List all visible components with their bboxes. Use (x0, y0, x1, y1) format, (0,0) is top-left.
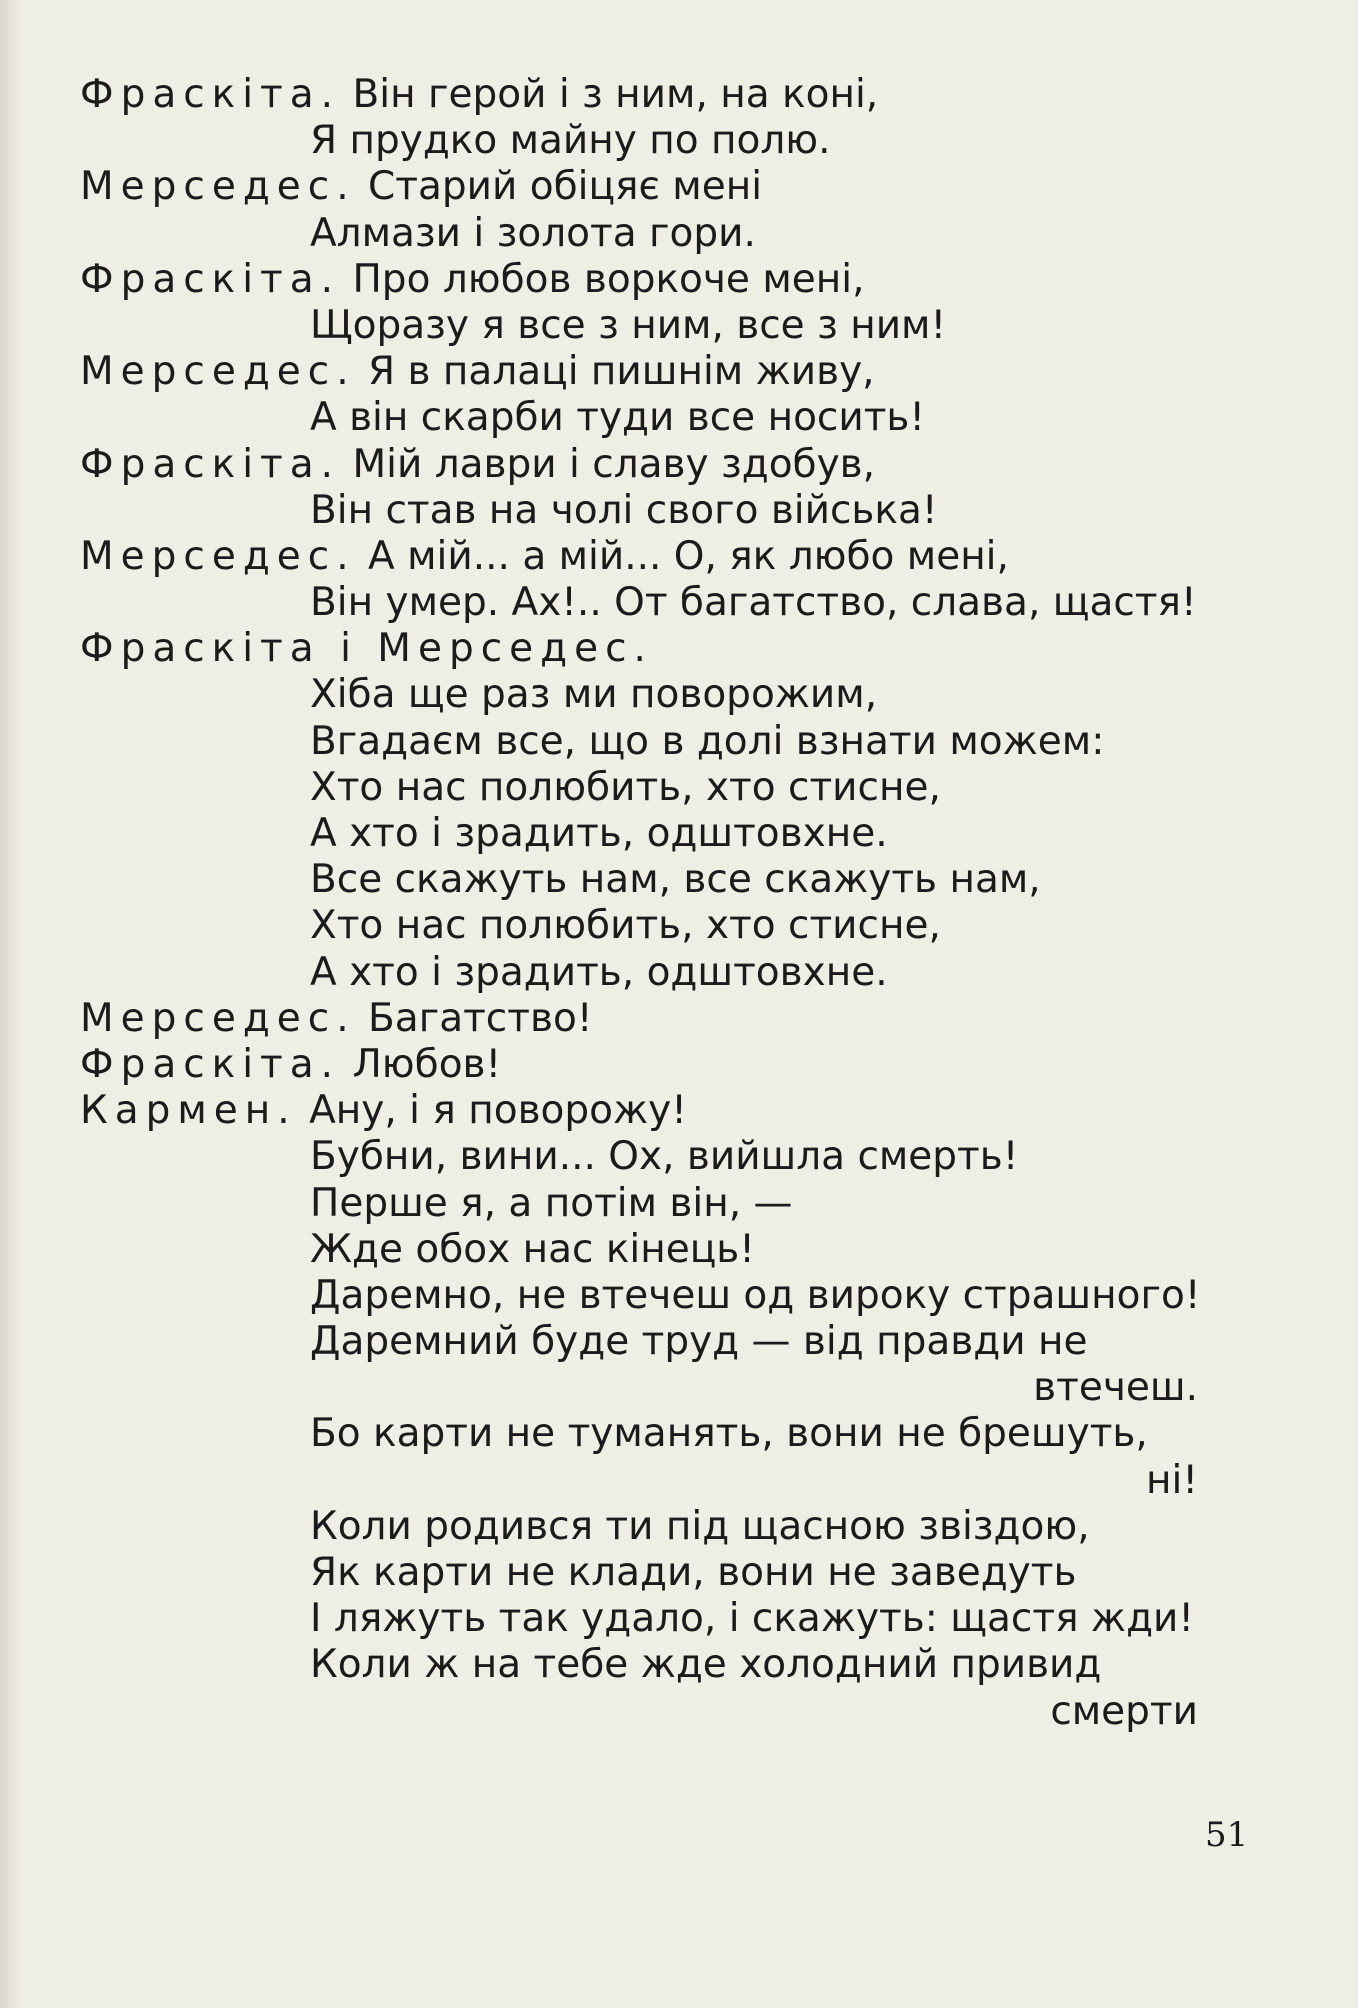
text-line (0, 488, 1358, 534)
line-text: Коли родився ти під щасною звіздою, (310, 1503, 1090, 1549)
text-line (0, 442, 1358, 488)
text-line (0, 72, 1358, 118)
text-line (0, 211, 1358, 257)
speaker-name: Кармен. (80, 1088, 297, 1134)
speaker-name: Фраскіта. (80, 256, 341, 302)
speaker-name: Мерседес. (80, 533, 356, 579)
line-text: Бубни, вини... Ох, вийшла смерть! (310, 1134, 1019, 1180)
speaker-name: Фраскіта. (80, 441, 341, 487)
line-text: Бо карти не туманять, вони не брешуть, (310, 1411, 1148, 1457)
speaker-name: Мерседес. (80, 349, 356, 395)
text-line (0, 1596, 1358, 1642)
line-text: Ану, і я поворожу! (309, 1088, 687, 1134)
line-text: Хто нас полюбить, хто стисне, (310, 764, 941, 810)
text-line (0, 1365, 1358, 1411)
text-line (0, 672, 1358, 718)
text-line (0, 303, 1358, 349)
text-line (0, 626, 1358, 672)
line-text: Мій лаври і славу здобув, (352, 441, 876, 487)
text-line (0, 1550, 1358, 1596)
text-line (0, 1319, 1358, 1365)
line-text: Щоразу я все з ним, все з ним! (310, 302, 947, 348)
line-text: І ляжуть так удало, і скажуть: щастя жди! (310, 1596, 1195, 1642)
text-line (0, 903, 1358, 949)
line-text: Перше я, а потім він, — (310, 1180, 793, 1226)
text-block (0, 72, 1358, 1735)
line-text: Як карти не клади, вони не заведуть (310, 1550, 1077, 1595)
line-text: Старий обіцяє мені (368, 164, 763, 210)
text-line (0, 1689, 1358, 1735)
text-line (0, 811, 1358, 857)
text-line (0, 1642, 1358, 1688)
text-line (0, 349, 1358, 395)
line-text: Він умер. Ах!.. От багатство, слава, щастя! (310, 580, 1197, 626)
line-text: Все скажуть нам, все скажуть нам, (310, 857, 1041, 903)
line-text: ні! (1146, 1457, 1198, 1503)
line-text: А хто і зрадить, одштовхне. (310, 811, 888, 856)
text-line (0, 765, 1358, 811)
text-line (0, 1504, 1358, 1550)
text-line (0, 1042, 1358, 1088)
line-text: Я в палаці пишнім живу, (368, 349, 875, 395)
line-text: Даремний буде труд — від правди не (310, 1319, 1088, 1365)
text-line (0, 118, 1358, 164)
line-text: втечеш. (1033, 1365, 1198, 1411)
text-line (0, 164, 1358, 210)
text-line (0, 257, 1358, 303)
speaker-name: Фраскіта. (80, 72, 341, 117)
line-text: Хто нас полюбить, хто стисне, (310, 903, 941, 949)
text-line (0, 1411, 1358, 1457)
line-text: Коли ж на тебе жде холодний привид (310, 1642, 1102, 1688)
line-text: Він став на чолі свого війська! (310, 487, 938, 533)
speaker-name: Мерседес. (80, 164, 356, 210)
text-line (0, 1181, 1358, 1227)
speaker-name: Мерседес. (80, 995, 356, 1041)
page-number: 51 (1205, 1815, 1249, 1855)
text-line (0, 1273, 1358, 1319)
line-text: Даремно, не втечеш од вироку страшного! (310, 1272, 1201, 1318)
line-text: Жде обох нас кінець! (310, 1226, 755, 1272)
text-line (0, 996, 1358, 1042)
text-line (0, 1134, 1358, 1180)
line-text: А хто і зрадить, одштовхне. (310, 949, 888, 995)
text-line (0, 950, 1358, 996)
line-text: Хіба ще раз ми поворожим, (310, 672, 878, 718)
text-line (0, 1458, 1358, 1504)
line-text: Алмази і золота гори. (310, 210, 756, 256)
line-text: Вгадаєм все, що в долі взнати можем: (310, 718, 1105, 764)
text-line (0, 719, 1358, 765)
line-text: Він герой і з ним, на коні, (352, 72, 879, 117)
line-text: Про любов воркоче мені, (352, 256, 865, 302)
line-text: А він скарби туди все носить! (310, 395, 926, 441)
line-text: Я прудко майну по полю. (310, 118, 831, 164)
text-line (0, 857, 1358, 903)
text-line (0, 1227, 1358, 1273)
text-line (0, 580, 1358, 626)
speaker-name: Фраскіта. (80, 1041, 341, 1087)
line-text: Багатство! (368, 995, 593, 1041)
line-text: А мій... а мій... О, як любо мені, (368, 533, 1009, 579)
line-text: смерти (1050, 1688, 1198, 1734)
text-line (0, 395, 1358, 441)
speaker-name: Фраскіта і Мерседес. (80, 626, 653, 672)
line-text: Любов! (352, 1041, 502, 1087)
text-line (0, 1088, 1358, 1134)
text-line (0, 534, 1358, 580)
